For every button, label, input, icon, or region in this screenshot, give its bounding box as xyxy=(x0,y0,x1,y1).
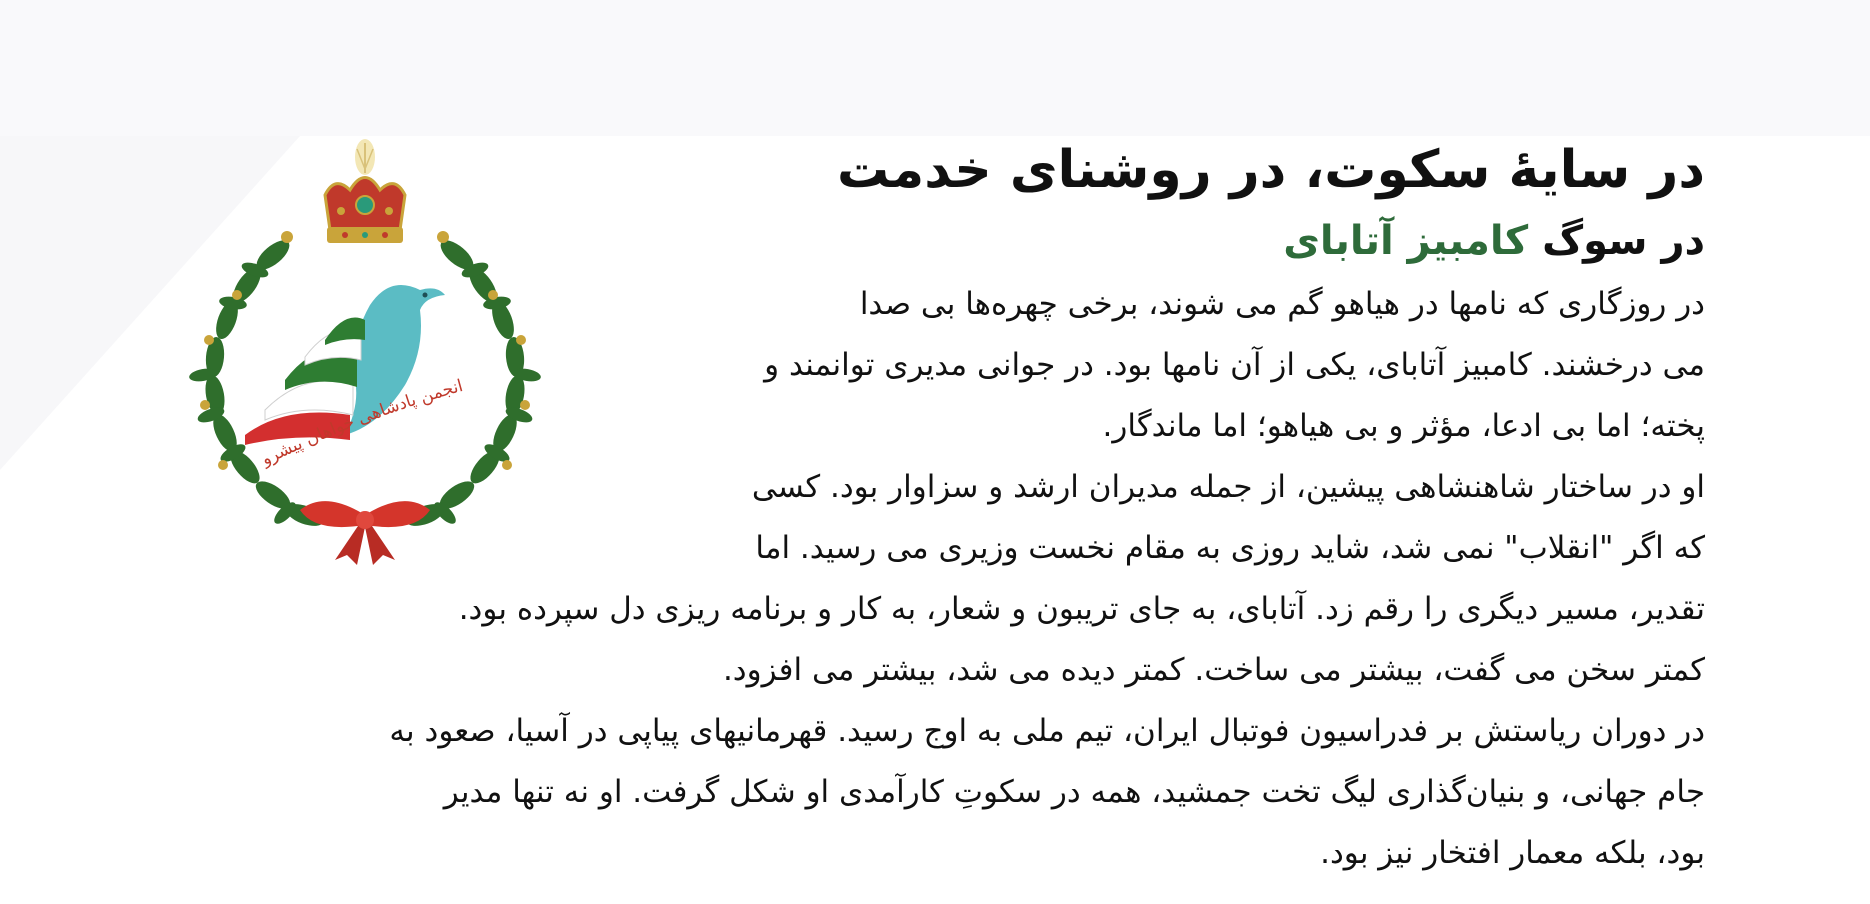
logo-emblem-text: انجمن پادشاهی خواهان پیشرو xyxy=(258,376,466,470)
paragraph-2 xyxy=(185,457,1705,701)
paragraph-line: کمتر سخن می گفت، بیشتر می ساخت. کمتر دیده می شد، بیشتر می افزود. xyxy=(722,652,1705,688)
article-subtitle xyxy=(185,208,1705,274)
paragraph-1 xyxy=(185,274,1705,457)
paragraph-line: بود، بلکه معمار افتخار نیز بود. xyxy=(1320,835,1705,871)
paragraph-line: می درخشند. کامبیز آتابای، یکی از آن نامها بود. در جوانی مدیری توانمند و xyxy=(764,347,1705,383)
subtitle-prefix: در سوگ xyxy=(1542,218,1705,264)
paragraph-line: تقدیر، مسیر دیگری را رقم زد. آتابای، به جای تریبون و شعار، به کار و برنامه ریزی دل سپرده بود. xyxy=(458,591,1705,627)
paragraph-line: در روزگاری که نامها در هیاهو گم می شوند، برخی چهره‌ها بی صدا xyxy=(859,286,1705,322)
subtitle-person-name: کامبیز آتابای xyxy=(1283,218,1529,264)
paragraph-line: جام جهانی، و بنیان‌گذاری لیگ تخت جمشید، همه در سکوتِ کارآمدی او شکل گرفت. او نه تنها مدیر xyxy=(443,774,1705,810)
paragraph-line: پخته؛ اما بی ادعا، مؤثر و بی هیاهو؛ اما ماندگار. xyxy=(1102,408,1705,444)
paragraph-3 xyxy=(185,701,1705,884)
article xyxy=(185,132,1705,884)
article-title: در سایهٔ سکوت، در روشنای خدمت xyxy=(836,140,1705,200)
paragraph-line: او در ساختار شاهنشاهی پیشین، از جمله مدیران ارشد و سزاوار بود. کسی xyxy=(751,469,1705,505)
paragraph-line: در دوران ریاستش بر فدراسیون فوتبال ایران، تیم ملی به اوج رسید. قهرمانیهای پیاپی در آسیا، صعود به xyxy=(389,713,1705,749)
paragraph-line: که اگر "انقلاب" نمی شد، شاید روزی به مقام نخست وزیری می رسید. اما xyxy=(755,530,1705,566)
